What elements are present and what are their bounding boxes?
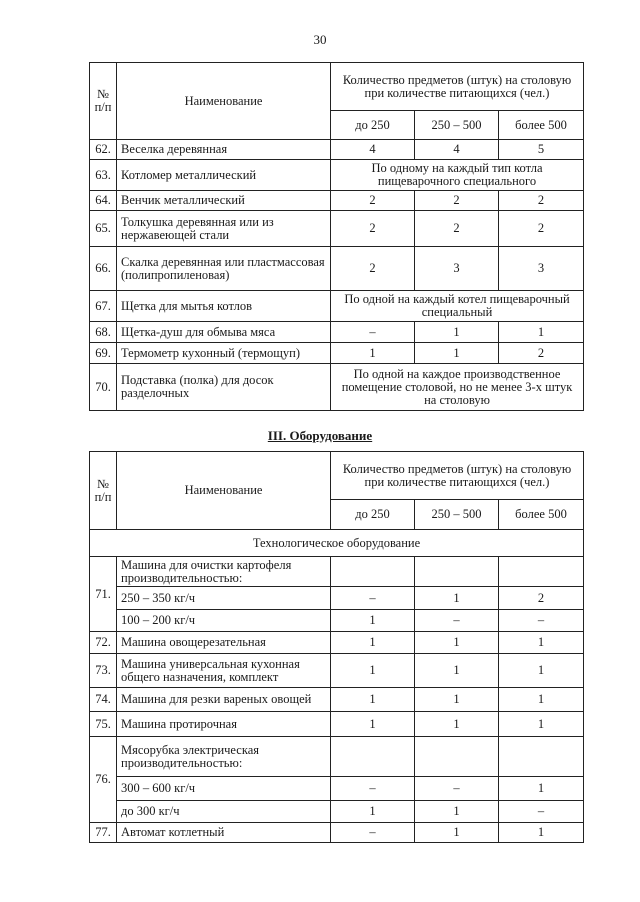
empty-cell <box>499 737 584 777</box>
row-value: 1 <box>331 654 415 688</box>
header-col3: более 500 <box>499 111 584 140</box>
row-name: 250 – 350 кг/ч <box>117 587 331 610</box>
row-value: 1 <box>331 343 415 364</box>
row-value: 3 <box>499 247 584 291</box>
row-num: 68. <box>90 322 117 343</box>
row-value: 1 <box>331 688 415 712</box>
row-num: 77. <box>90 823 117 843</box>
row-value: 1 <box>415 823 499 843</box>
empty-cell <box>415 737 499 777</box>
row-value: 4 <box>415 140 499 160</box>
row-num: 71. <box>90 557 117 632</box>
row-value: 1 <box>415 688 499 712</box>
row-num: 64. <box>90 191 117 211</box>
row-value: 2 <box>499 191 584 211</box>
row-value: – <box>499 801 584 823</box>
row-num: 76. <box>90 737 117 823</box>
row-name: 300 – 600 кг/ч <box>117 777 331 801</box>
row-name: Машина для очистки картофеля производительностью: <box>117 557 331 587</box>
row-value: 1 <box>499 777 584 801</box>
row-name: Венчик металлический <box>117 191 331 211</box>
row-value: – <box>331 322 415 343</box>
row-name: Термометр кухонный (термощуп) <box>117 343 331 364</box>
row-value: 1 <box>499 632 584 654</box>
header-qty: Количество предметов (штук) на столовую при количестве питающихся (чел.) <box>331 63 584 111</box>
row-value: 5 <box>499 140 584 160</box>
row-value: – <box>415 777 499 801</box>
table-row <box>90 777 584 801</box>
row-value: 1 <box>415 632 499 654</box>
row-value: – <box>499 610 584 632</box>
empty-cell <box>415 557 499 587</box>
row-value: 2 <box>331 191 415 211</box>
equipment-table <box>89 451 584 843</box>
header-name: Наименование <box>117 63 331 140</box>
table-row <box>90 587 584 610</box>
header-name: Наименование <box>117 452 331 530</box>
table-row <box>90 557 584 587</box>
row-name: 100 – 200 кг/ч <box>117 610 331 632</box>
table-row <box>90 211 584 247</box>
row-name: до 300 кг/ч <box>117 801 331 823</box>
header-col3: более 500 <box>499 500 584 530</box>
header-qty: Количество предметов (штук) на столовую при количестве питающихся (чел.) <box>331 452 584 500</box>
table-row <box>90 291 584 322</box>
header-num: № п/п <box>90 63 117 140</box>
row-value: – <box>415 610 499 632</box>
row-value: – <box>331 777 415 801</box>
row-value: 1 <box>331 632 415 654</box>
row-value: 1 <box>499 688 584 712</box>
category-row: Технологическое оборудование <box>90 530 584 557</box>
row-value: 2 <box>499 211 584 247</box>
row-name: Машина универсальная кухонная общего назначения, комплект <box>117 654 331 688</box>
table-row <box>90 191 584 211</box>
row-num: 63. <box>90 160 117 191</box>
section-title-text: III. Оборудование <box>267 428 373 443</box>
row-value: 1 <box>415 587 499 610</box>
row-name: Толкушка деревянная или из нержавеющей стали <box>117 211 331 247</box>
row-num: 75. <box>90 712 117 737</box>
row-name: Скалка деревянная или пластмассовая (полипропиленовая) <box>117 247 331 291</box>
row-num: 67. <box>90 291 117 322</box>
row-name: Щетка для мытья котлов <box>117 291 331 322</box>
row-num: 70. <box>90 364 117 411</box>
page-number: 30 <box>313 32 327 47</box>
row-name: Щетка-душ для обмыва мяса <box>117 322 331 343</box>
table-row <box>90 364 584 411</box>
row-value: 3 <box>415 247 499 291</box>
empty-cell <box>499 557 584 587</box>
row-num: 62. <box>90 140 117 160</box>
row-name: Машина протирочная <box>117 712 331 737</box>
empty-cell <box>331 737 415 777</box>
table-row <box>90 737 584 777</box>
row-span-value: По одному на каждый тип котла пищеварочного специального <box>331 160 584 191</box>
row-value: 2 <box>415 211 499 247</box>
row-value: 2 <box>499 343 584 364</box>
row-span-value: По одной на каждое производственное помещение столовой, но не менее 3-х штук на столовую <box>331 364 584 411</box>
row-span-value: По одной на каждый котел пищеварочный специальный <box>331 291 584 322</box>
row-value: 2 <box>331 211 415 247</box>
table-row <box>90 610 584 632</box>
row-name: Подставка (полка) для досок разделочных <box>117 364 331 411</box>
row-value: 1 <box>415 654 499 688</box>
table-row <box>90 160 584 191</box>
row-value: 1 <box>499 654 584 688</box>
row-value: 1 <box>499 322 584 343</box>
table-row <box>90 823 584 843</box>
row-value: 4 <box>331 140 415 160</box>
section-title <box>0 428 640 444</box>
row-num: 73. <box>90 654 117 688</box>
row-value: 2 <box>331 247 415 291</box>
row-name: Машина для резки вареных овощей <box>117 688 331 712</box>
row-name: Котломер металлический <box>117 160 331 191</box>
row-value: – <box>331 823 415 843</box>
row-value: 1 <box>499 823 584 843</box>
row-value: 1 <box>415 801 499 823</box>
table-row <box>90 712 584 737</box>
empty-cell <box>331 557 415 587</box>
row-value: – <box>331 587 415 610</box>
row-value: 2 <box>415 191 499 211</box>
row-name: Мясорубка электрическая производительностью: <box>117 737 331 777</box>
table-row <box>90 343 584 364</box>
row-value: 1 <box>415 322 499 343</box>
row-num: 72. <box>90 632 117 654</box>
row-value: 1 <box>499 712 584 737</box>
row-value: 2 <box>499 587 584 610</box>
header-col2: 250 – 500 <box>415 111 499 140</box>
table-row <box>90 322 584 343</box>
row-num: 65. <box>90 211 117 247</box>
header-col2: 250 – 500 <box>415 500 499 530</box>
row-value: 1 <box>415 343 499 364</box>
row-num: 66. <box>90 247 117 291</box>
table-row <box>90 247 584 291</box>
header-num: № п/п <box>90 452 117 530</box>
header-col1: до 250 <box>331 500 415 530</box>
table-row <box>90 140 584 160</box>
table-row <box>90 801 584 823</box>
row-value: 1 <box>331 801 415 823</box>
row-name: Автомат котлетный <box>117 823 331 843</box>
row-value: 1 <box>331 610 415 632</box>
row-num: 69. <box>90 343 117 364</box>
utensils-table <box>89 62 584 411</box>
header-col1: до 250 <box>331 111 415 140</box>
row-num: 74. <box>90 688 117 712</box>
row-name: Машина овощерезательная <box>117 632 331 654</box>
table-row <box>90 632 584 654</box>
table-row <box>90 688 584 712</box>
row-value: 1 <box>331 712 415 737</box>
row-value: 1 <box>415 712 499 737</box>
table-row <box>90 654 584 688</box>
row-name: Веселка деревянная <box>117 140 331 160</box>
